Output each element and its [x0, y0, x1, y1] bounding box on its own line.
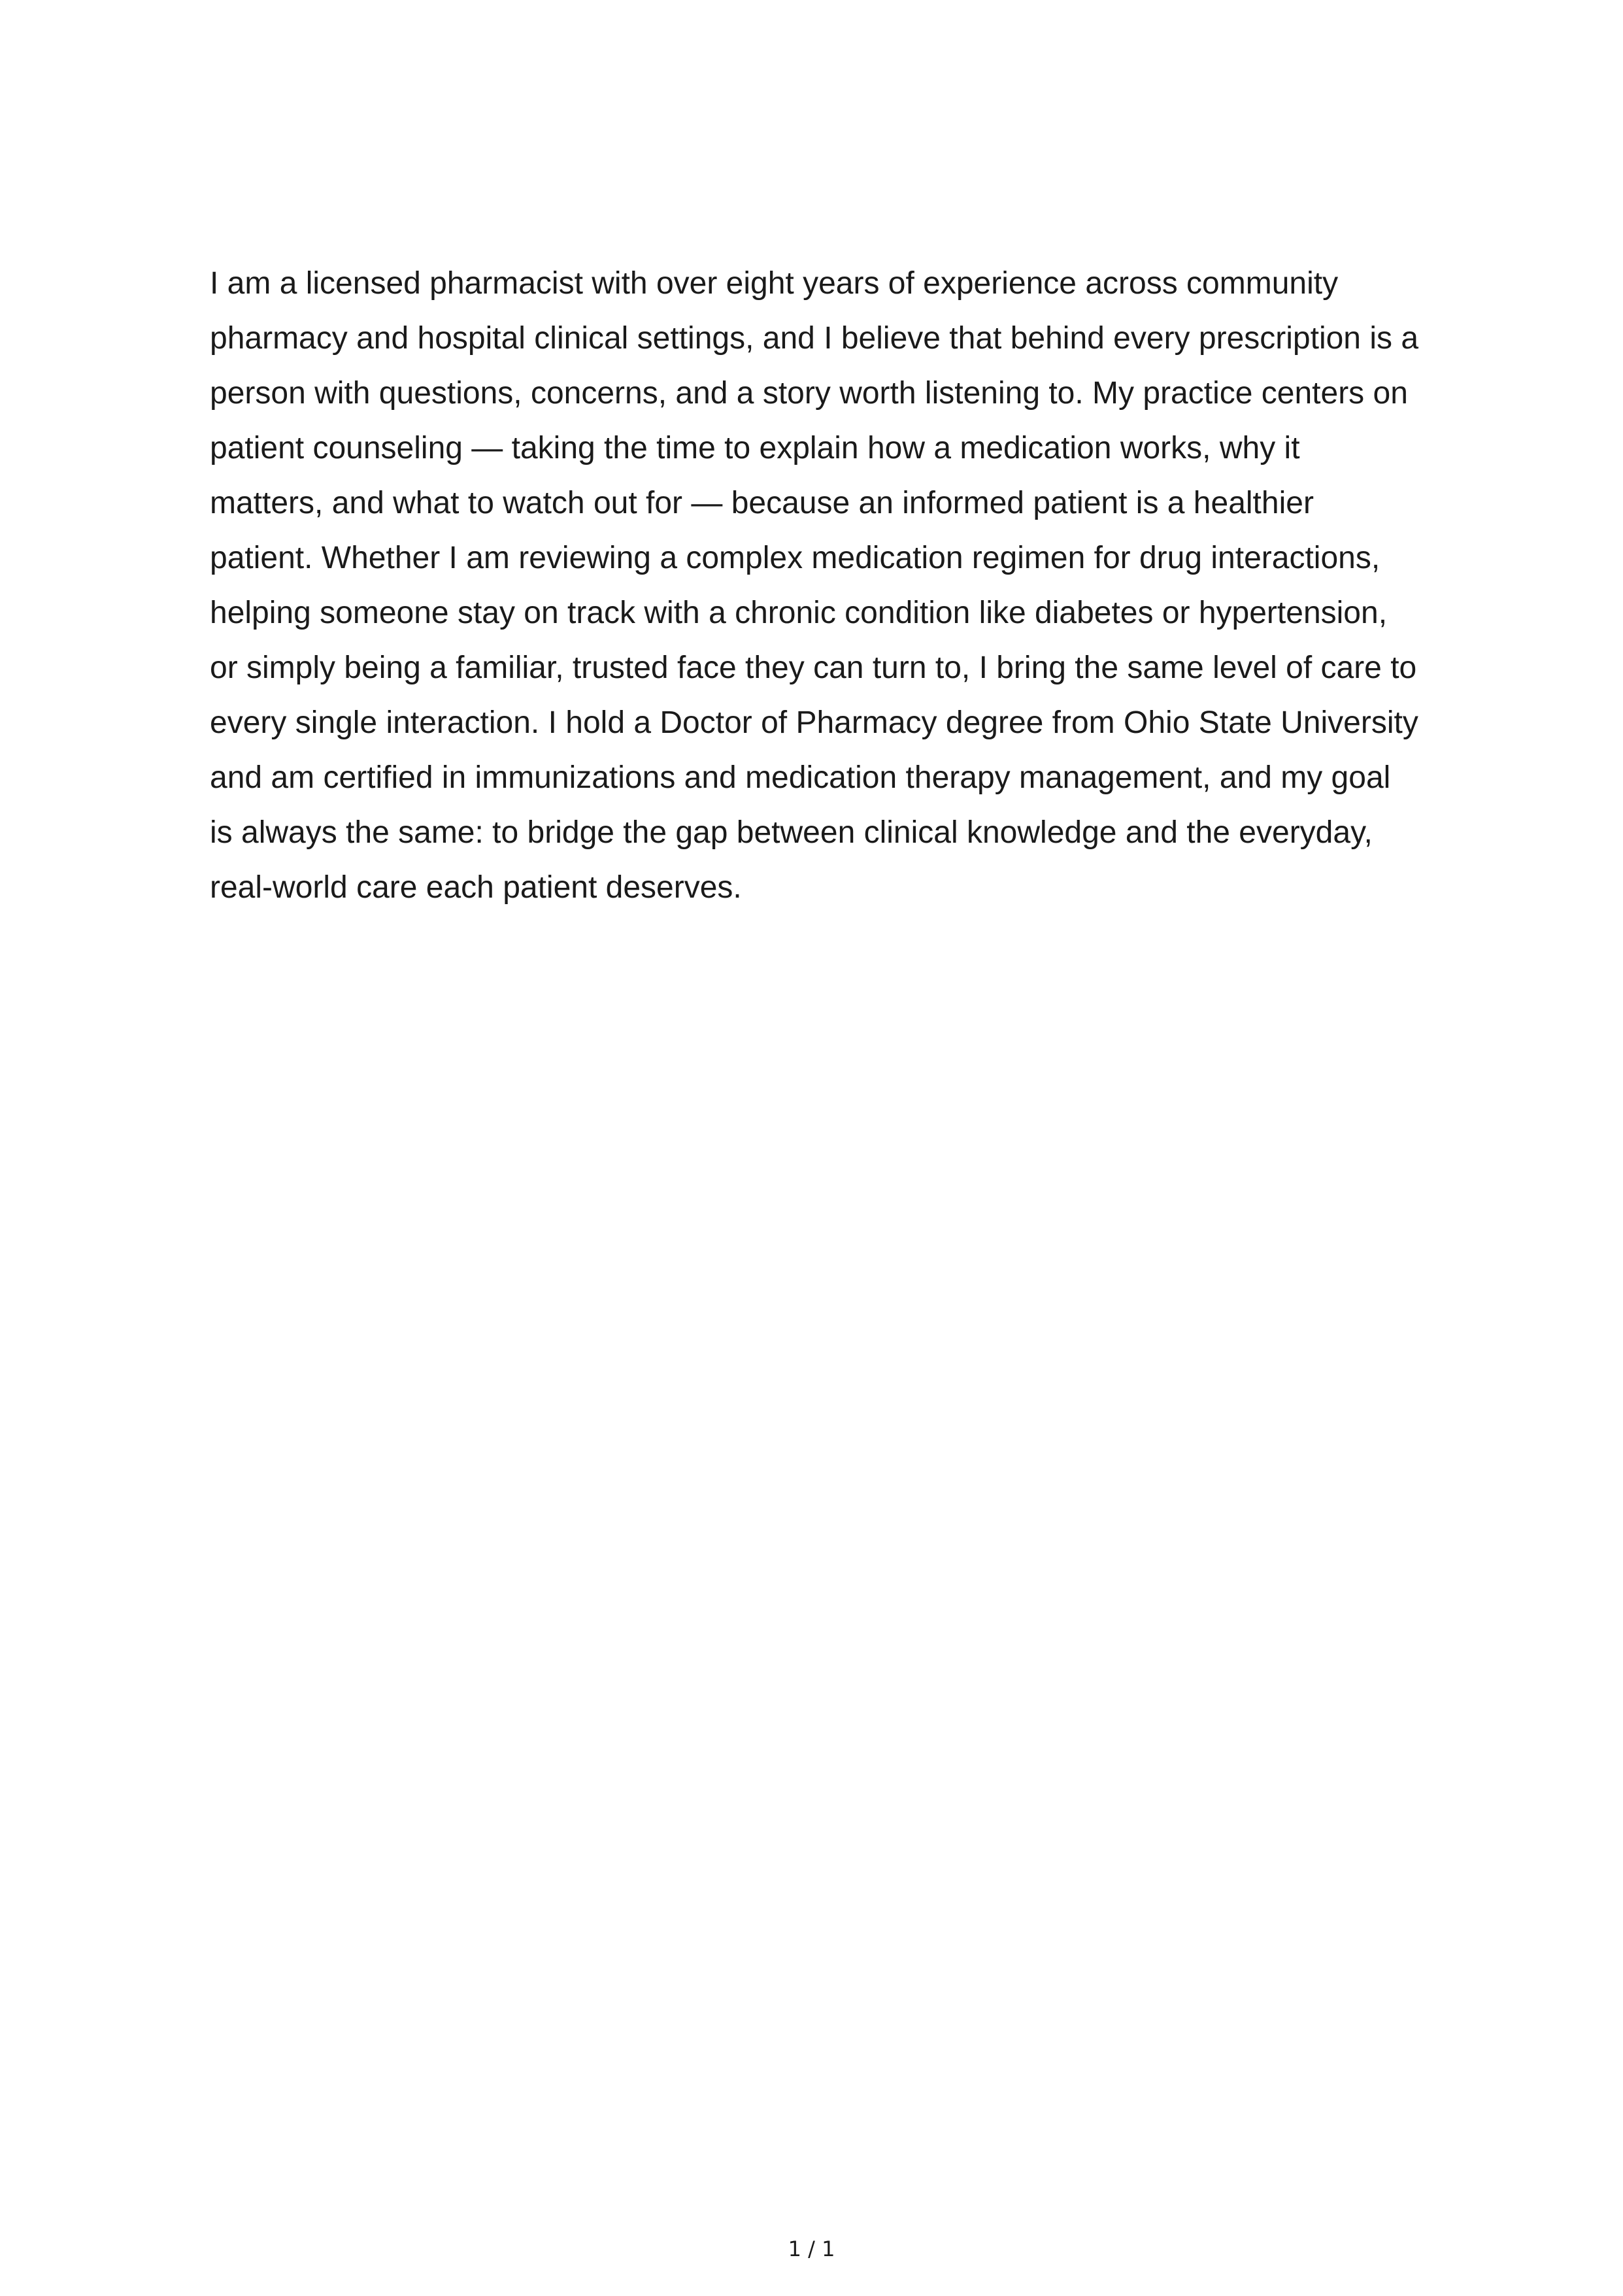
paragraph-line: matters, and what to watch out for — because an informed patient is a healthier — [210, 486, 1314, 520]
paragraph-line: and am certified in immunizations and medication therapy management, and my goal — [210, 760, 1391, 795]
paragraph-line: real-world care each patient deserves. — [210, 870, 742, 905]
paragraph-line: pharmacy and hospital clinical settings, and I believe that behind every prescription is a — [210, 321, 1419, 356]
paragraph-line: patient counseling — taking the time to explain how a medication works, why it — [210, 431, 1300, 465]
paragraph-line: patient. Whether I am reviewing a complex medication regimen for drug interactions, — [210, 541, 1380, 575]
paragraph-line: I am a licensed pharmacist with over eight years of experience across community — [210, 266, 1339, 301]
paragraph-line: helping someone stay on track with a chronic condition like diabetes or hypertension, — [210, 596, 1388, 630]
paragraph-line: every single interaction. I hold a Doctor of Pharmacy degree from Ohio State University — [210, 705, 1418, 740]
paragraph-line: is always the same: to bridge the gap between clinical knowledge and the everyday, — [210, 815, 1373, 850]
paragraph-line: person with questions, concerns, and a story worth listening to. My practice centers on — [210, 376, 1408, 411]
paragraph-line: or simply being a familiar, trusted face they can turn to, I bring the same level of care to — [210, 650, 1417, 685]
body-paragraph — [210, 256, 1426, 915]
page-number: 1 / 1 — [788, 2237, 835, 2261]
